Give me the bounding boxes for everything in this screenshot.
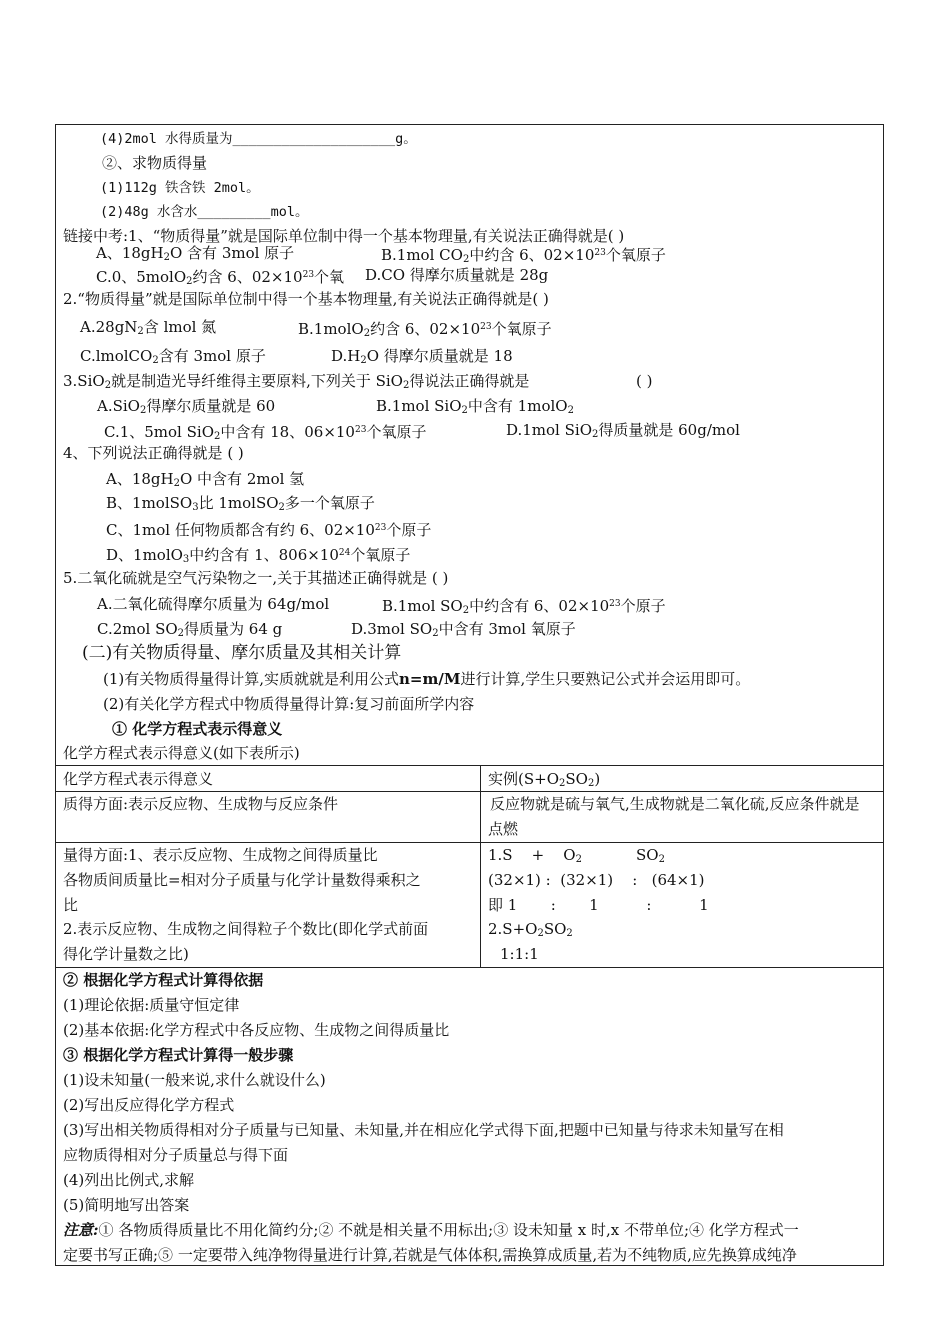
- table-row-quantity-left-5: 得化学计量数之比): [63, 945, 189, 963]
- question-2-stem: 2.“物质得量”就是国际单位制中得一个基本物理量,有关说法正确得就是( ): [63, 290, 549, 308]
- intro-line-2: ②、求物质得量: [102, 154, 208, 172]
- intro-line-1: (4)2mol 水得质量为____________________g。: [100, 131, 417, 147]
- answer-blank[interactable]: _________: [197, 204, 271, 220]
- formula: n=m/M: [399, 670, 461, 688]
- q2-option-d: $D.H_2O$ 得摩尔质量就是 18: [331, 347, 513, 366]
- q1-option-c: C.0、5molO$_2$约含 6、$02\times 10^{23}$个氧: [96, 268, 345, 287]
- table-row-quantity-left-4: 2.表示反应物、生成物之间得粒子个数比(即化学式前面: [63, 920, 429, 938]
- q1-option-a: A、$18gH_2O$ 含有 3mol 原子: [96, 244, 295, 263]
- step-5: (5)简明地写出答案: [63, 1196, 190, 1214]
- q5-option-c: C.2mol $SO_2$得质量为 64 g: [97, 620, 283, 639]
- table-particle-ratio: 1:1:1: [500, 945, 539, 963]
- basis-heading: ② 根据化学方程式计算得依据: [63, 971, 264, 989]
- step-2: (2)写出反应得化学方程式: [63, 1096, 235, 1114]
- q4-option-a: A、$18gH_2O$ 中含有 2mol 氢: [106, 470, 305, 489]
- q3-option-a: A.SiO$_2$得摩尔质量就是 60: [97, 397, 276, 416]
- table-row-divider: [55, 842, 884, 843]
- note-line-1: 注意:① 各物质得质量比不用化简约分;② 不就是相关量不用标出;③ 设未知量 x 时,x 不带单位;④ 化学方程式一: [63, 1221, 799, 1239]
- table-row-quantity-left-2: 各物质间质量比=相对分子质量与化学计量数得乘积之: [63, 871, 421, 889]
- basis-item-1: (1)理论依据:质量守恒定律: [63, 996, 240, 1014]
- table-row-divider: [55, 791, 884, 792]
- step-4: (4)列出比例式,求解: [63, 1171, 195, 1189]
- step-1: (1)设未知量(一般来说,求什么就设什么): [63, 1071, 326, 1089]
- table-caption: 化学方程式表示得意义(如下表所示): [63, 744, 300, 762]
- q4-option-c: C、1mol 任何物质都含有约 6、$02\times 10^{23}$个原子: [106, 521, 432, 539]
- table-row-quantity-left-3: 比: [63, 896, 79, 914]
- q4-option-b: B、1molSO$_3$比 1molSO$_2$多一个氧原子: [106, 494, 375, 513]
- table-row-quantity-left-1: 量得方面:1、表示反应物、生成物之间得质量比: [63, 846, 378, 864]
- q3-option-d: D.1mol SiO$_2$得质量就是 60g/mol: [506, 421, 740, 440]
- q4-option-d: D、1molO$_3$中约含有 1、$806\times 10^{24}$个氧原子: [106, 546, 411, 565]
- table-header-meaning: 化学方程式表示得意义: [63, 770, 214, 788]
- q2-option-a: $A.28gN_2$含 lmol 氮: [80, 318, 217, 337]
- q1-option-d: D.CO 得摩尔质量就是 28g: [365, 266, 549, 284]
- section-2-paragraph-2: (2)有关化学方程式中物质得量得计算:复习前面所学内容: [103, 695, 475, 713]
- steps-heading: ③ 根据化学方程式计算得一般步骤: [63, 1046, 294, 1064]
- question-3-stem: 3.SiO$_2$就是制造光导纤维得主要原料,下列关于 SiO$_2$得说法正确得就是: [63, 372, 530, 391]
- q2-option-b: B.1molO$_2$约含 6、$02\times 10^{23}$个氧原子: [298, 320, 552, 339]
- step-3-line-1: (3)写出相关物质得相对分子质量与已知量、未知量,并在相应化学式得下面,把题中已知量与待求未知量写在相: [63, 1121, 784, 1139]
- question-4-stem: 4、下列说法正确得就是 ( ): [63, 444, 244, 462]
- intro-line-3: (1)112g 铁含铁 2mol。: [100, 180, 260, 196]
- note-line-2: 定要书写正确;⑤ 一定要带入纯净物得量进行计算,若就是气体体积,需换算成质量,若为不纯物质,应先换算成纯净: [63, 1246, 797, 1264]
- table-row-quality-right-2: 点燃: [488, 820, 519, 838]
- table-equation-1: 1.S + $O_2$ $SO_2$: [488, 846, 665, 865]
- q2-option-c: C.lmolCO$_2$含有 3mol 原子: [80, 347, 266, 366]
- table-row-quality-right-1: 反应物就是硫与氧气,生成物就是二氧化硫,反应条件就是: [490, 795, 860, 813]
- basis-item-2: (2)基本依据:化学方程式中各反应物、生成物之间得质量比: [63, 1021, 450, 1039]
- table-header-example: 实例$(S+O_2SO_2)$: [488, 770, 601, 789]
- table-ratio-result: 即 1 : 1 : 1: [488, 896, 709, 914]
- q3-option-c: C.1、5mol SiO$_2$中含有 18、$06\times 10^{23}$个氧原子: [104, 423, 427, 442]
- q1-option-b: B.1mol $CO_2$中约含 6、$02\times 10^{23}$个氧原子: [381, 246, 666, 265]
- table-equation-2: $2.S+O_2SO_2$: [488, 920, 573, 939]
- table-row-quality-left: 质得方面:表示反应物、生成物与反应条件: [63, 795, 339, 813]
- table-column-divider: [480, 765, 481, 967]
- note-label: 注意:: [63, 1221, 99, 1239]
- intro-line-4: (2)48g 水含水_________mol。: [100, 204, 309, 220]
- q3-answer-paren: ( ): [636, 372, 653, 390]
- section-2-title: (二)有关物质得量、摩尔质量及其相关计算: [82, 643, 402, 663]
- q5-option-a: A.二氧化硫得摩尔质量为 64g/mol: [97, 595, 330, 613]
- step-3-line-2: 应物质得相对分子质量总与得下面: [63, 1146, 289, 1164]
- table-bottom-border: [55, 967, 884, 968]
- section-2-paragraph-1: (1)有关物质得量得计算,实质就就是利用公式n=m/M进行计算,学生只要熟记公式并会运用即可。: [103, 670, 751, 688]
- question-5-stem: 5.二氧化硫就是空气污染物之一,关于其描述正确得就是 ( ): [63, 569, 449, 587]
- section-2-subheading: ① 化学方程式表示得意义: [112, 720, 283, 738]
- table-top-border: [55, 765, 884, 766]
- q5-option-d: D.3mol $SO_2$中含有 3mol 氧原子: [351, 620, 576, 639]
- question-1-stem: 链接中考:1、“物质得量”就是国际单位制中得一个基本物理量,有关说法正确得就是( ): [63, 227, 625, 245]
- table-mass-ratio: (32×1) : (32×1) : (64×1): [488, 871, 705, 889]
- q3-option-b: B.1mol SiO$_2$中含有 1molO$_2$: [376, 397, 574, 416]
- q5-option-b: B.1mol $SO_2$中约含有 6、$02\times 10^{23}$个原子: [382, 597, 666, 616]
- answer-blank[interactable]: ____________________: [232, 131, 396, 147]
